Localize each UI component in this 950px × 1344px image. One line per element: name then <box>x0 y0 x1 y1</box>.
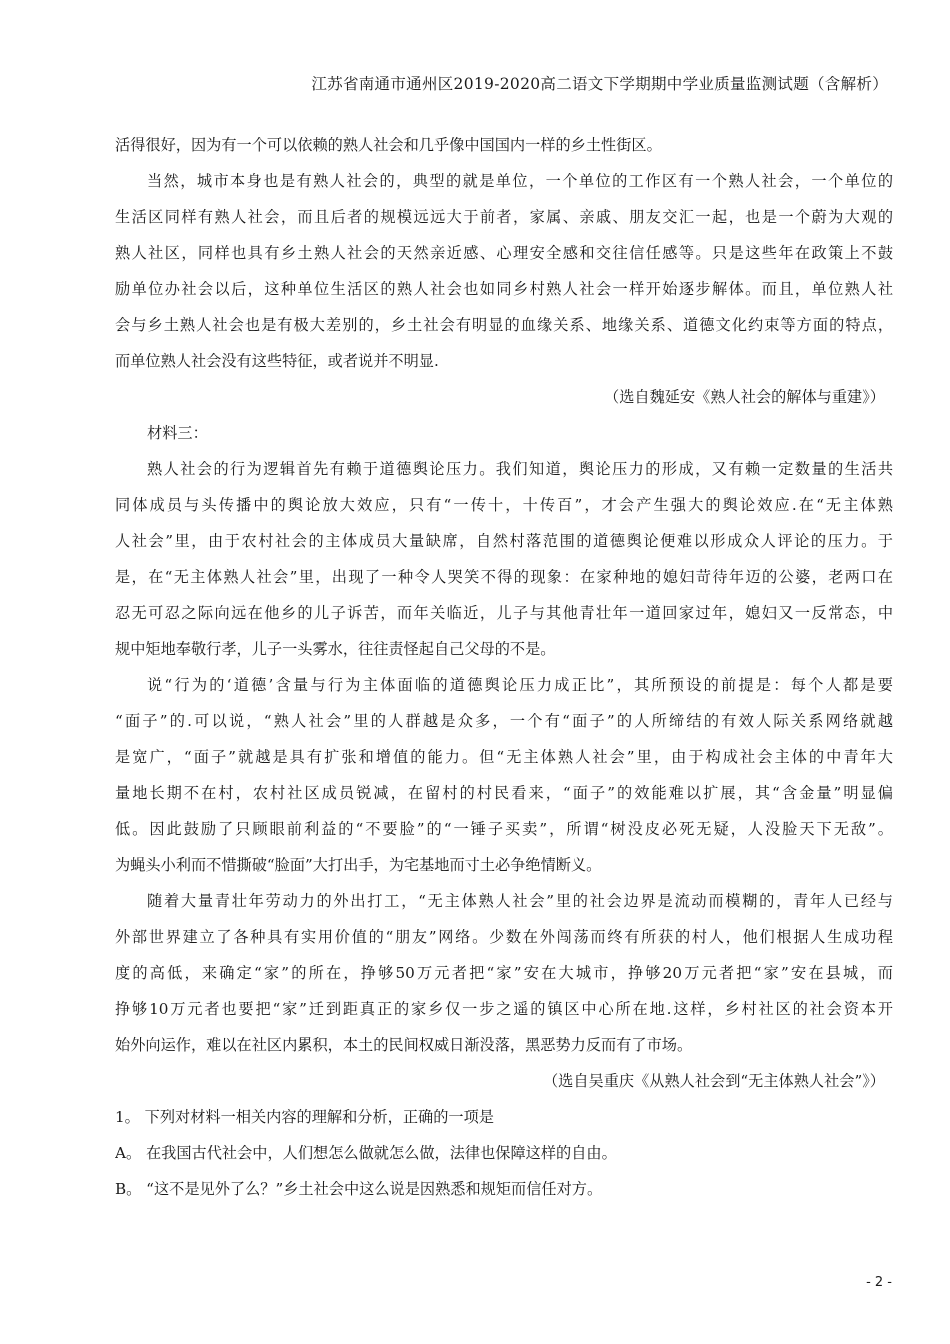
paragraph-line: 会与乡土熟人社会也是有极大差别的，乡土社会有明显的血缘关系、地缘关系、道德文化约束等方面的特点， <box>115 316 893 334</box>
document-body <box>115 127 893 1207</box>
section-heading: 材料三： <box>147 424 208 442</box>
paragraph-line: 是，在“无主体熟人社会”里，出现了一种令人哭笑不得的现象：在家种地的媳妇苛待年迈的公婆，老两口在 <box>115 568 893 586</box>
paragraph-line: 同体成员与头传播中的舆论放大效应，只有“一传十，十传百”，才会产生强大的舆论效应.在“无主体熟 <box>115 496 893 514</box>
paragraph-line: 人社会”里，由于农村社会的主体成员大量缺席，自然村落范围的道德舆论便难以形成众人评论的压力。于 <box>115 532 893 550</box>
paragraph-line: 忍无可忍之际向远在他乡的儿子诉苦，而年关临近，儿子与其他青壮年一道回家过年，媳妇又一反常态，中 <box>115 604 893 622</box>
paragraph-line: 是宽广，“面子”就越是具有扩张和增值的能力。但“无主体熟人社会”里，由于构成社会主体的中青年大 <box>115 748 893 766</box>
paragraph-line: 当然，城市本身也是有熟人社会的，典型的就是单位，一个单位的工作区有一个熟人社会，一个单位的 <box>147 172 893 190</box>
paragraph-line: 熟人社区，同样也具有乡土熟人社会的天然亲近感、心理安全感和交往信任感等。只是这些年在政策上不鼓 <box>115 244 893 262</box>
source-citation: （选自魏延安《熟人社会的解体与重建》） <box>604 388 885 406</box>
paragraph-line: 为蝇头小利而不惜撕破“脸面”大打出手，为宅基地而寸土必争绝情断义。 <box>115 856 602 874</box>
paragraph-line: 活得很好，因为有一个可以依赖的熟人社会和几乎像中国国内一样的乡土性街区。 <box>115 136 662 154</box>
paragraph-line: 量地长期不在村，农村社区成员锐减，在留村的村民看来，“面子”的效能难以扩展，其“含金量”明显偏 <box>115 784 893 802</box>
paragraph-line: 而单位熟人社会没有这些特征，或者说并不明显. <box>115 352 439 370</box>
question-option-b: B。 “这不是见外了么？”乡土社会中这么说是因熟悉和规矩而信任对方。 <box>115 1180 603 1198</box>
paragraph-line: 说“行为的‘道德’含量与行为主体面临的道德舆论压力成正比”，其所预设的前提是：每个人都是要 <box>147 676 893 694</box>
page-number: - 2 - <box>866 1275 892 1290</box>
question-stem: 1。 下列对材料一相关内容的理解和分析，正确的一项是 <box>115 1108 494 1126</box>
paragraph-line: 随着大量青壮年劳动力的外出打工，“无主体熟人社会”里的社会边界是流动而模糊的，青年人已经与 <box>147 892 893 910</box>
paragraph-line: 度的高低，来确定“家”的所在，挣够50万元者把“家”安在大城市，挣够20万元者把“家”安在县城，而 <box>115 964 893 982</box>
paragraph-line: “面子”的.可以说，“熟人社会”里的人群越是众多，一个有“面子”的人所缔结的有效人际关系网络就越 <box>115 712 893 730</box>
paragraph-line: 励单位办社会以后，这种单位生活区的熟人社会也如同乡村熟人社会一样开始逐步解体。而且，单位熟人社 <box>115 280 893 298</box>
question-option-a: A。 在我国古代社会中，人们想怎么做就怎么做，法律也保障这样的自由。 <box>115 1144 617 1162</box>
paragraph-line: 始外向运作，难以在社区内累积，本土的民间权威日渐没落，黑恶势力反而有了市场。 <box>115 1036 693 1054</box>
paragraph-line: 挣够10万元者也要把“家”迁到距真正的家乡仅一步之遥的镇区中心所在地.这样，乡村社区的社会资本开 <box>115 1000 893 1018</box>
page-header: 江苏省南通市通州区2019-2020高二语文下学期期中学业质量监测试题（含解析） <box>311 75 888 93</box>
paragraph-line: 低。因此鼓励了只顾眼前利益的“不要脸”的“一锤子买卖”，所谓“树没皮必死无疑，人没脸天下无敌”。 <box>115 820 893 838</box>
paragraph-line: 规中矩地奉敬行孝，儿子一头雾水，往往责怪起自己父母的不是。 <box>115 640 556 658</box>
paragraph-line: 生活区同样有熟人社会，而且后者的规模远远大于前者，家属、亲戚、朋友交汇一起，也是一个蔚为大观的 <box>115 208 893 226</box>
paragraph-line: 熟人社会的行为逻辑首先有赖于道德舆论压力。我们知道，舆论压力的形成，又有赖一定数量的生活共 <box>147 460 893 478</box>
source-citation: （选自吴重庆《从熟人社会到“无主体熟人社会”》） <box>542 1072 885 1090</box>
paragraph-line: 外部世界建立了各种具有实用价值的“朋友”网络。少数在外闯荡而终有所获的村人，他们根据人生成功程 <box>115 928 893 946</box>
